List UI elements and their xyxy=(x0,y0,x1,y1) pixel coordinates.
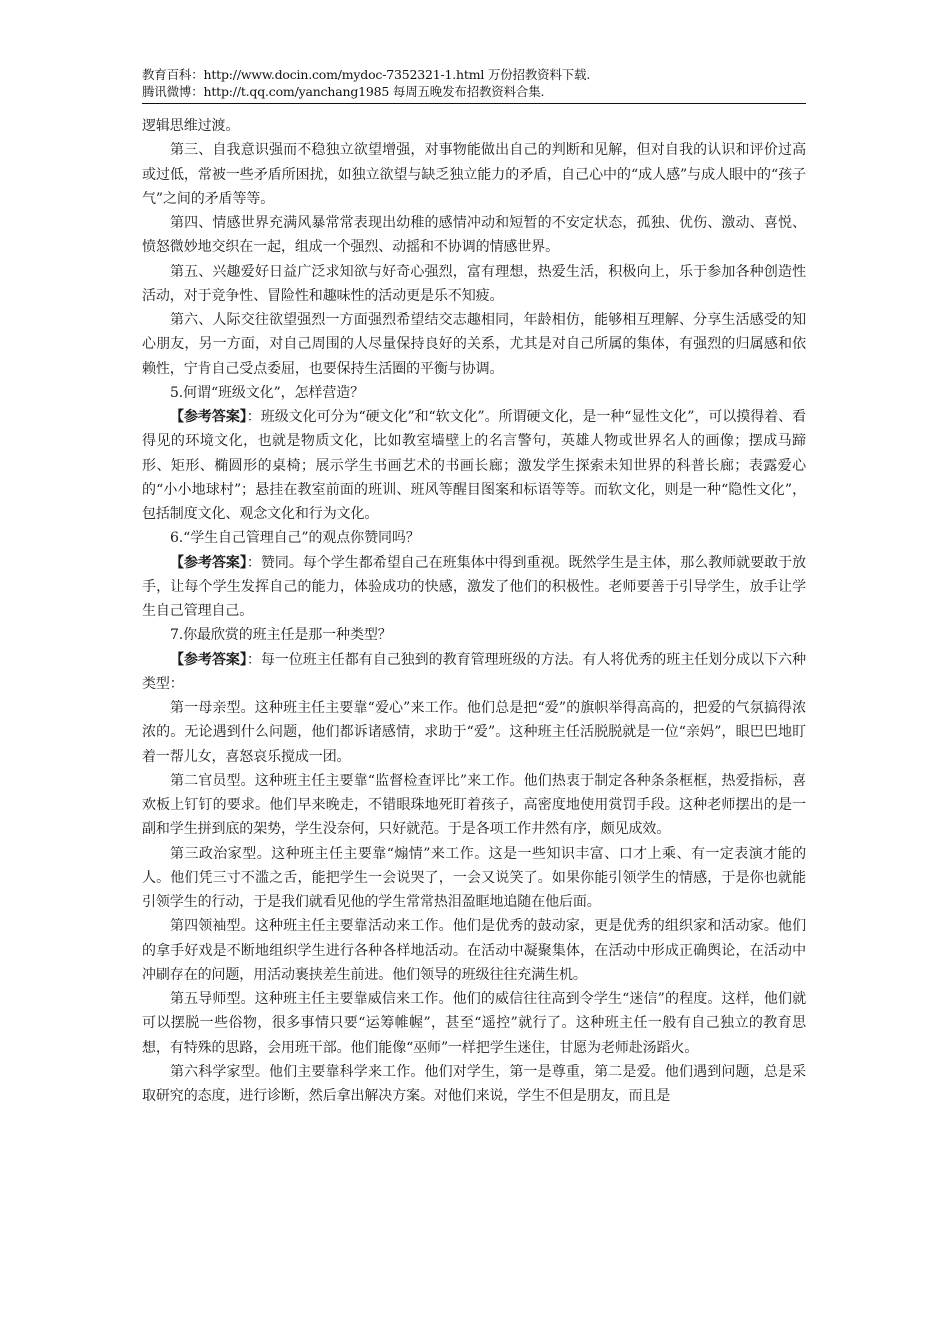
paragraph: 第三、自我意识强而不稳独立欲望增强，对事物能做出自己的判断和见解，但对自我的认识和评价过高或过低，常被一些矛盾所困扰，如独立欲望与缺乏独立能力的矛盾，自己心中的“成人感”与成人眼中的“孩子气”之间的矛盾等等。 xyxy=(142,142,806,207)
paragraph: 第五导师型。这种班主任主要靠威信来工作。他们的威信往往高到令学生“迷信”的程度。这样，他们就可以摆脱一些俗物，很多事情只要“运筹帷幄”，甚至“遥控”就行了。这种班主任一般有自己独立的教育思想，有特殊的思路，会用班干部。他们能像“巫师”一样把学生迷住，甘愿为老师赴汤蹈火。 xyxy=(142,991,806,1056)
header-line-weibo: 腾讯微博：http://t.qq.com/yanchang1985 每周五晚发布招教资料合集. xyxy=(142,84,545,99)
paragraph: 第四领袖型。这种班主任主要靠活动来工作。他们是优秀的鼓动家，更是优秀的组织家和活动家。他们的拿手好戏是不断地组织学生进行各种各样地活动。在活动中凝聚集体，在活动中形成正确舆论，在活动中冲刷存在的问题，用活动裹挟差生前进。他们领导的班级往往充满生机。 xyxy=(142,918,806,983)
document-page xyxy=(142,66,806,1108)
answer-text: ：每一位班主任都有自己独到的教育管理班级的方法。有人将优秀的班主任划分成以下六种类型： xyxy=(142,651,807,692)
answer-text: ：赞同。每个学生都希望自己在班集体中得到重视。既然学生是主体，那么教师就要敢于放手，让每个学生发挥自己的能力，体验成功的快感，激发了他们的积极性。老师要善于引导学生，放手让学生自己管理自己。 xyxy=(142,554,807,619)
paragraph: 第五、兴趣爱好日益广泛求知欲与好奇心强烈，富有理想，热爱生活，积极向上，乐于参加各种创造性活动，对于竞争性、冒险性和趣味性的活动更是乐不知疲。 xyxy=(142,263,806,304)
answer-label: 【参考答案】 xyxy=(170,409,247,425)
answer-label: 【参考答案】 xyxy=(170,554,247,571)
answer-paragraph xyxy=(142,405,806,526)
question-heading: 7.你最欣赏的班主任是那一种类型？ xyxy=(170,627,392,644)
answer-paragraph xyxy=(142,648,806,697)
answer-paragraph xyxy=(142,551,806,624)
paragraph: 第二官员型。这种班主任主要靠“监督检查评比”来工作。他们热衷于制定各种条条框框，热爱指标，喜欢板上钉钉的要求。他们早来晚走，不错眼珠地死盯着孩子，高密度地使用赏罚手段。这种老师摆出的是一副和学生拼到底的架势，学生没奈何，只好就范。于是各项工作井然有序，颇见成效。 xyxy=(142,772,806,838)
paragraph: 第一母亲型。这种班主任主要靠“爱心”来工作。他们总是把“爱”的旗帜举得高高的，把爱的气氛搞得浓浓的。无论遇到什么问题，他们都诉诸感情，求助于“爱”。这种班主任活脱脱就是一位“亲妈”，眼巴巴地盯着一帮儿女，喜怒哀乐搅成一团。 xyxy=(142,700,806,765)
paragraph: 第四、情感世界充满风暴常常表现出幼稚的感情冲动和短暂的不安定状态，孤独、优伤、激动、喜悦、愤怒微妙地交织在一起，组成一个强烈、动摇和不协调的情感世界。 xyxy=(142,215,806,256)
paragraph: 逻辑思维过渡。 xyxy=(142,118,240,134)
question-heading: 5.何谓“班级文化”，怎样营造？ xyxy=(170,384,365,401)
paragraph: 第六、人际交往欲望强烈一方面强烈希望结交志趣相同，年龄相仿，能够相互理解、分享生活感受的知心朋友，另一方面，对自己周围的人尽量保持良好的关系，尤其是对自己所属的集体，有强烈的归属感和依赖性，宁肯自己受点委屈，也要保持生活圈的平衡与协调。 xyxy=(142,312,806,377)
paragraph: 第三政治家型。这种班主任主要靠“煽情”来工作。这是一些知识丰富、口才上乘、有一定表演才能的人。他们凭三寸不滥之舌，能把学生一会说哭了，一会又说笑了。如果你能引领学生的情感，于是你也就能引领学生的行动，于是我们就看见他的学生常常热泪盈眶地追随在他后面。 xyxy=(142,845,806,910)
question-heading: 6.“学生自己管理自己”的观点你赞同吗？ xyxy=(170,530,420,547)
page-header xyxy=(142,66,806,104)
header-line-docin: 教育百科：http://www.docin.com/mydoc-7352321-1.html 万份招教资料下载. xyxy=(142,67,591,82)
paragraph: 第六科学家型。他们主要靠科学来工作。他们对学生，第一是尊重，第二是爱。他们遇到问题，总是采取研究的态度，进行诊断，然后拿出解决方案。对他们来说，学生不但是朋友，而且是 xyxy=(142,1063,806,1104)
answer-label: 【参考答案】 xyxy=(170,651,247,668)
answer-text: ：班级文化可分为“硬文化”和“软文化”。所谓硬文化，是一种“显性文化”，可以摸得着、看得见的环境文化，也就是物质文化，比如教室墙壁上的名言警句，英雄人物或世界名人的画像；摆成马蹄形、矩形、椭圆形的桌椅；展示学生书画艺术的书画长廊；激发学生探索未知世界的科普长廊；表露爱心的“小小地球村”；悬挂在教室前面的班训、班风等醒目图案和标语等等。而软文化，则是一种“隐性文化”，包括制度文化、观念文化和行为文化。 xyxy=(142,409,806,522)
document-body xyxy=(142,114,806,1108)
